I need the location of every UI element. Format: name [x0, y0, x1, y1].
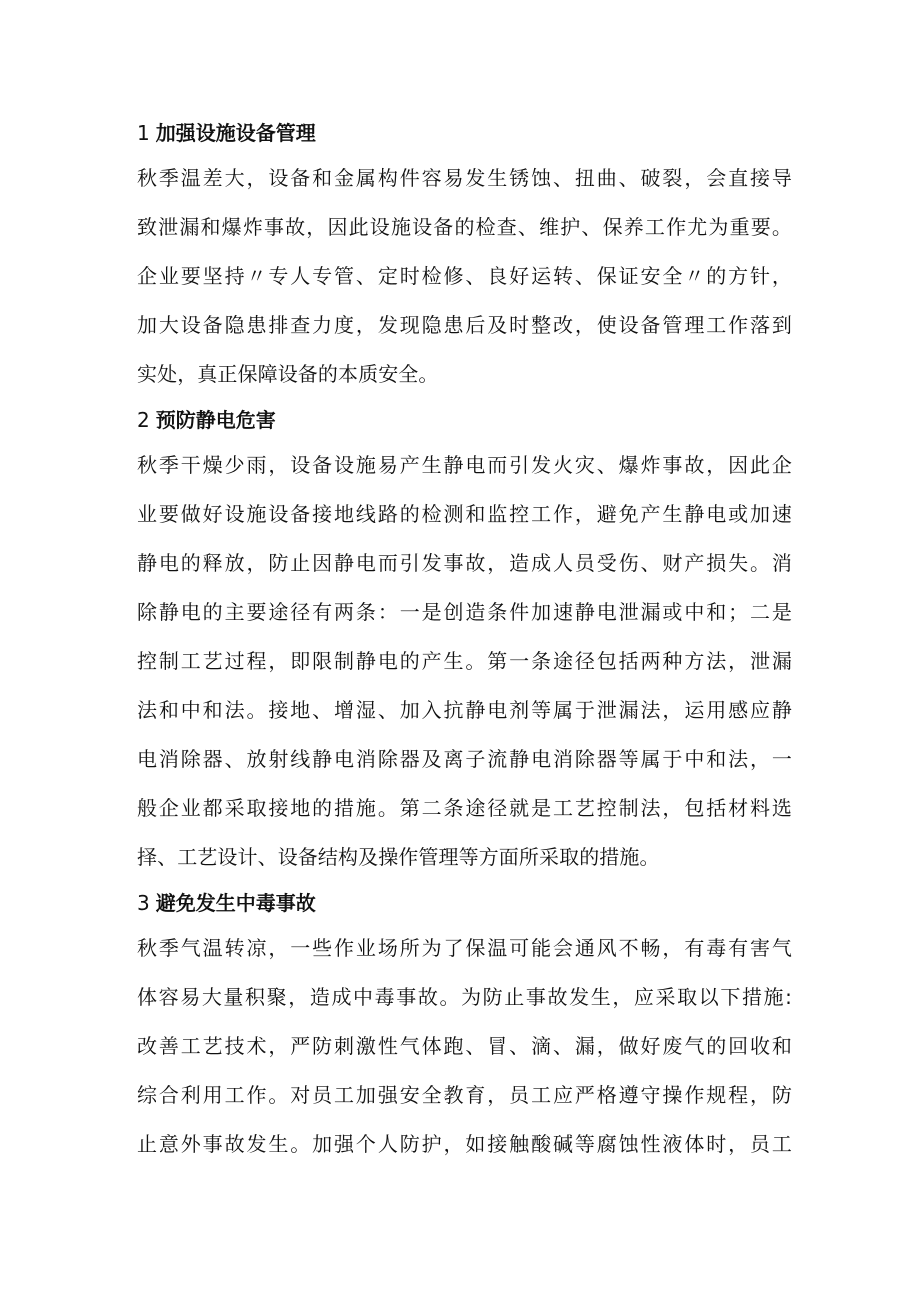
paragraph-line: 企业要坚持〃专人专管、定时检修、良好运转、保证安全〃的方针， — [137, 264, 792, 288]
section-title: 加强设施设备管理 — [155, 121, 316, 145]
section-number: 3 — [137, 891, 150, 915]
paragraph-line: 秋季干燥少雨，设备设施易产生静电而引发火灾、爆炸事故，因此企 — [137, 453, 792, 477]
paragraph-line: 秋季温差大，设备和金属构件容易发生锈蚀、扭曲、破裂，会直接导 — [137, 166, 792, 190]
paragraph-line: 择、工艺设计、设备结构及操作管理等方面所采取的措施。 — [137, 845, 660, 869]
paragraph-line: 加大设备隐患排查力度，发现隐患后及时整改，使设备管理工作落到 — [137, 313, 792, 337]
section-heading — [137, 882, 792, 924]
section-title: 预防静电危害 — [155, 408, 276, 432]
paragraph-line: 实处，真正保障设备的本质安全。 — [137, 362, 439, 386]
paragraph-line: 静电的释放，防止因静电而引发事故，造成人员受伤、财产损失。消 — [137, 551, 792, 575]
paragraph-line: 体容易大量积聚，造成中毒事故。为防止事故发生，应采取以下措施: — [137, 985, 792, 1009]
section-number: 2 — [137, 408, 150, 432]
paragraph-line: 电消除器、放射线静电消除器及离子流静电消除器等属于中和法，一 — [137, 747, 792, 771]
paragraph-line: 业要做好设施设备接地线路的检测和监控工作，避免产生静电或加速 — [137, 502, 792, 526]
section-heading — [137, 399, 792, 441]
paragraph-line: 秋季气温转凉，一些作业场所为了保温可能会通风不畅，有毒有害气 — [137, 936, 792, 960]
paragraph-line: 除静电的主要途径有两条：一是创造条件加速静电泄漏或中和；二是 — [137, 600, 792, 624]
paragraph-line: 综合利用工作。对员工加强安全教育，员工应严格遵守操作规程，防 — [137, 1083, 792, 1107]
paragraph-line: 控制工艺过程，即限制静电的产生。第一条途径包括两种方法，泄漏 — [137, 649, 792, 673]
paragraph-line: 致泄漏和爆炸事故，因此设施设备的检查、维护、保养工作尤为重要。 — [137, 215, 792, 239]
paragraph-line: 改善工艺技术，严防刺激性气体跑、冒、滴、漏，做好废气的回收和 — [137, 1034, 792, 1058]
paragraph-line: 法和中和法。接地、增湿、加入抗静电剂等属于泄漏法，运用感应静 — [137, 698, 792, 722]
document-body — [137, 112, 792, 1169]
section-heading — [137, 112, 792, 154]
paragraph-line: 止意外事故发生。加强个人防护，如接触酸碱等腐蚀性液体时，员工 — [137, 1132, 792, 1156]
section-number: 1 — [137, 121, 150, 145]
paragraph-line: 般企业都采取接地的措施。第二条途径就是工艺控制法，包括材料选 — [137, 796, 792, 820]
section-title: 避免发生中毒事故 — [155, 891, 316, 915]
